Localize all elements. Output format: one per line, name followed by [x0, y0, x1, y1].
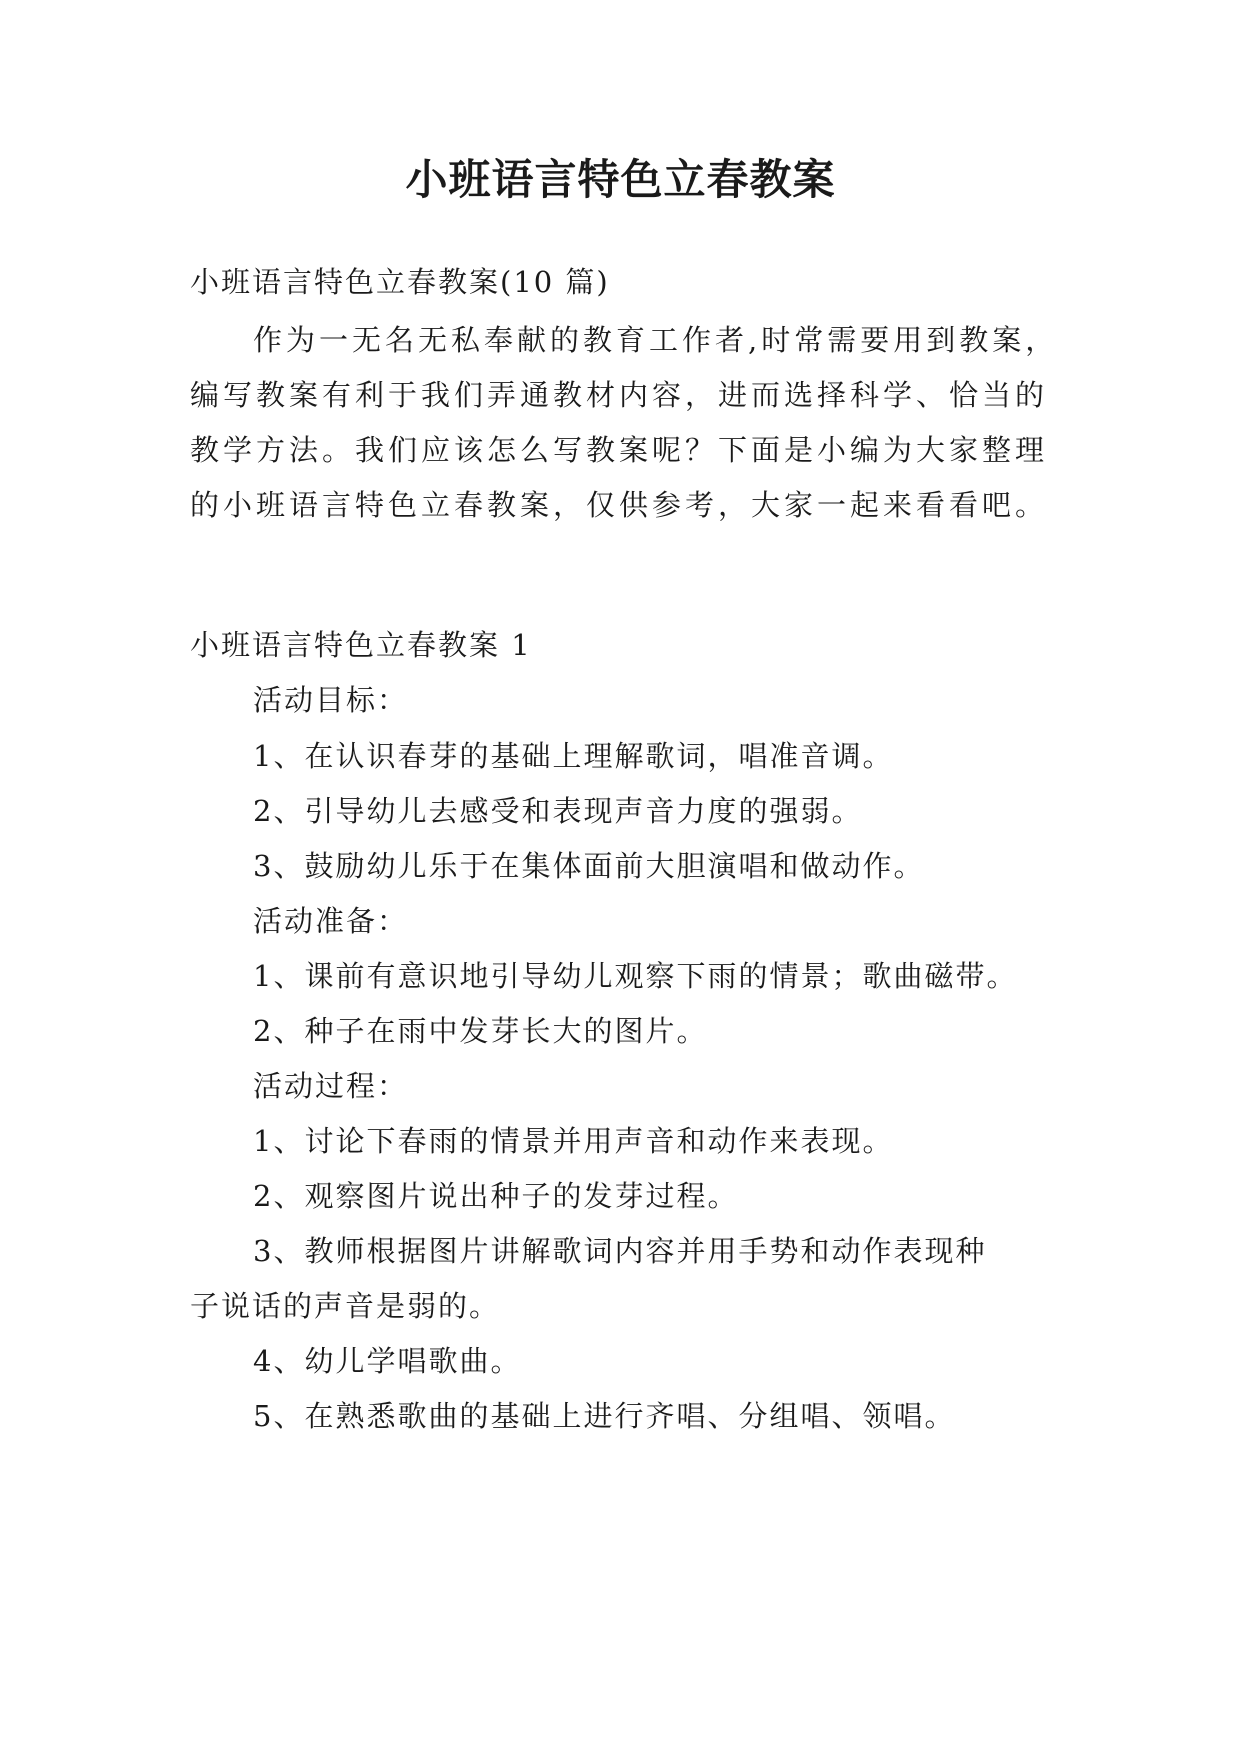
goal-item: 3、鼓励幼儿乐于在集体面前大胆演唱和做动作。 [253, 849, 925, 883]
document-title: 小班语言特色立春教案 [405, 155, 836, 204]
document-subtitle: 小班语言特色立春教案(10 篇) [190, 265, 610, 299]
prep-item: 1、课前有意识地引导幼儿观察下雨的情景；歌曲磁带。 [253, 959, 1018, 993]
prep-item: 2、种子在雨中发芽长大的图片。 [253, 1014, 708, 1048]
process-item: 2、观察图片说出种子的发芽过程。 [253, 1179, 739, 1213]
goal-item: 2、引导幼儿去感受和表现声音力度的强弱。 [253, 794, 863, 828]
intro-paragraph-line: 编写教案有利于我们弄通教材内容，进而选择科学、恰当的 [190, 378, 1049, 412]
process-item: 1、讨论下春雨的情景并用声音和动作来表现。 [253, 1124, 894, 1158]
goal-item: 1、在认识春芽的基础上理解歌词，唱准音调。 [253, 739, 894, 773]
section-heading: 小班语言特色立春教案 1 [190, 628, 532, 662]
goals-label: 活动目标： [253, 683, 409, 717]
process-item-continuation: 子说话的声音是弱的。 [190, 1289, 501, 1323]
process-item: 4、幼儿学唱歌曲。 [253, 1344, 522, 1378]
process-item: 3、教师根据图片讲解歌词内容并用手势和动作表现种 [253, 1234, 987, 1268]
prep-label: 活动准备： [253, 904, 409, 938]
process-label: 活动过程： [253, 1069, 409, 1103]
intro-paragraph-line: 教学方法。我们应该怎么写教案呢？下面是小编为大家整理 [190, 433, 1049, 467]
process-item: 5、在熟悉歌曲的基础上进行齐唱、分组唱、领唱。 [253, 1399, 956, 1433]
intro-paragraph-line: 的小班语言特色立春教案，仅供参考，大家一起来看看吧。 [190, 488, 1049, 522]
intro-paragraph-line: 作为一无名无私奉献的教育工作者,时常需要用到教案， [253, 323, 1059, 357]
